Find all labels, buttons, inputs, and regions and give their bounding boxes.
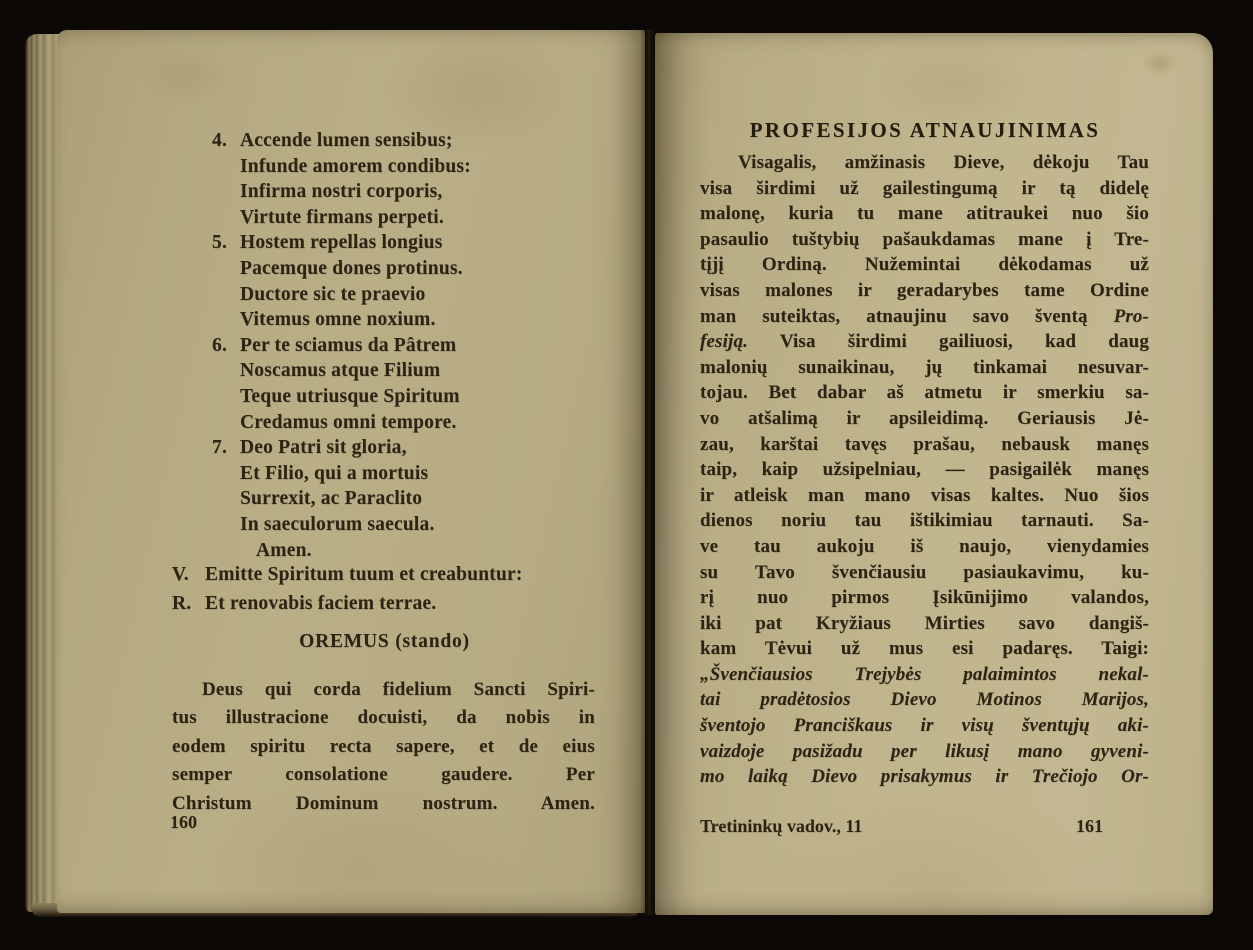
hymn-line [212,358,471,384]
body-line [700,534,1149,560]
page-title: PROFESIJOS ATNAUJINIMAS [749,118,1101,142]
body-line [700,252,1149,278]
text-segment: Visa širdimi gailiuosi, kad daug [748,331,1149,353]
text-segment: visa širdimi už gailestingumą ir tą didelę [700,177,1149,199]
hymn-line [212,538,471,564]
text-segment: Visagalis, amžinasis Dieve, dėkoju Tau [738,152,1149,173]
hymn-line [212,512,471,538]
text-segment: dienos noriu tau ištikimiau tarnauti. Sa- [700,510,1149,532]
text-segment: mo laiką Dievo prisakymus ir Trečiojo Or- [700,766,1149,788]
text-segment: Pro- [1113,305,1149,327]
hymn-line [212,384,471,410]
hymn-line [212,333,471,359]
text-segment: taip, kaip užsipelniau, — pasigailėk manęs [700,459,1149,481]
hymn-line [212,154,471,180]
text-segment: malonę, kuria tu mane atitraukei nuo šio [700,203,1149,225]
body-line [700,508,1149,534]
hymn-line [212,128,471,154]
text-segment: rį nuo pirmos Įsikūnijimo valandos, [700,587,1149,609]
body-line [700,687,1149,713]
verse-number: 5. [212,232,228,254]
text-segment: iki pat Kryžiaus Mirties savo dangiš- [700,612,1149,634]
verse-text: Surrexit, ac Paraclito [240,488,423,510]
text-segment: kam Tėvui už mus esi padaręs. Taigi: [700,638,1149,660]
verse-text: Vitemus omne noxium. [240,309,436,331]
versicle-label: R. [172,592,192,614]
text-segment: tai pradėtosios Dievo Motinos Marijos, [700,689,1149,711]
verse-number: 4. [212,130,228,151]
verse-number: 7. [212,437,228,459]
hymn-line [212,410,471,436]
versicle-label: V. [172,564,189,585]
body-line [700,304,1149,330]
text-segment: pasaulio tuštybių pašaukdamas mane į Tre- [700,228,1149,250]
prayer-paragraph [172,676,595,818]
section-heading: OREMUS (stando) [299,631,470,652]
hymn-line [212,307,471,333]
hymn-line [212,461,471,487]
body-line [700,201,1149,227]
body-line [700,355,1149,381]
body-line [700,713,1149,739]
verse-number: 6. [212,334,228,356]
verse-text: Et Filio, qui a mortuis [240,462,429,484]
text-segment: tojau. Bet dabar aš atmetu ir smerkiu sa- [700,382,1149,404]
prayer-line: semper consolatione gaudere. Per [172,764,595,786]
text-segment: man suteiktas, atnaujinu savo šventą [700,305,1114,327]
body-line [700,432,1149,458]
text-segment: zau, karštai tavęs prašau, nebausk manęs [700,433,1149,455]
verse-text: Ductore sic te praevio [240,283,426,305]
text-segment: tįjį Ordiną. Nužemintai dėkodamas už [700,254,1149,276]
verse-text: Pacemque dones protinus. [240,257,463,279]
body-line [700,585,1149,611]
body-line [700,227,1149,253]
verse-text: Amen. [256,539,312,561]
text-segment: šventojo Pranciškaus ir visų šventųjų aki- [700,715,1149,737]
hymn-line [212,256,471,282]
body-line [700,739,1149,765]
text-segment: fesiją. [700,331,749,353]
verse-text: Infirma nostri corporis, [240,181,443,203]
body-line [700,662,1149,688]
body-line [700,764,1149,790]
text-segment: ir atleisk man mano visas kaltes. Nuo šios [700,484,1149,506]
page-number-right: 161 [1076,816,1103,836]
body-line [700,176,1149,202]
verse-text: Infunde amorem condibus: [240,155,471,177]
versicle-line [172,590,523,619]
verse-text: Hostem repellas longius [240,232,443,254]
versicle-text: Et renovabis faciem terrae. [205,592,437,614]
prayer-line: tus illustracione docuisti, da nobis in [172,707,595,729]
running-footer: Tretininkų vadov., 11 [700,816,863,836]
text-segment: ve tau aukoju iš naujo, vienydamies [700,535,1149,557]
profession-text [700,150,1149,790]
text-segment: vo atšalimą ir apsileidimą. Geriausis Jė- [700,407,1149,429]
page-footer [700,816,1149,837]
hymn-line [212,230,471,256]
verse-text: Virtute firmans perpeti. [240,206,444,228]
body-line [700,636,1149,662]
text-segment: su Tavo švenčiausiu pasiaukavimu, ku- [700,561,1149,583]
body-line [700,329,1149,355]
text-segment: visas malones ir geradarybes tame Ordine [700,279,1149,301]
hymn-verse-list [212,128,471,563]
versicle-line [172,561,523,590]
body-line [700,457,1149,483]
verse-text: Noscamus atque Filium [240,360,441,382]
verse-text: Deo Patri sit gloria, [240,437,407,459]
body-line [700,560,1149,586]
verse-text: Per te sciamus da Pâtrem [240,334,457,356]
body-line [700,611,1149,637]
body-line [700,380,1149,406]
verse-text: Credamus omni tempore. [240,411,457,433]
versicle-list [172,561,523,618]
body-line [700,483,1149,509]
hymn-line [212,435,471,461]
prayer-line: eodem spiritu recta sapere, et de eius [172,735,595,757]
right-page [655,33,1213,915]
body-line [700,278,1149,304]
hymn-line [212,486,471,512]
text-segment: vaizdoje pasižadu per likusį mano gyveni- [700,740,1149,762]
prayer-line: Christum Dominum nostrum. Amen. [172,792,595,814]
body-line [700,406,1149,432]
text-segment: malonių sunaikinau, jų tinkamai nesuvar- [700,356,1149,378]
hymn-line [212,205,471,231]
verse-text: Teque utriusque Spiritum [240,385,460,407]
prayer-line: Deus qui corda fidelium Sancti Spiri- [202,679,595,700]
body-line [700,150,1149,176]
versicle-text: Emitte Spiritum tuum et creabuntur: [205,564,523,585]
verse-text: In saeculorum saecula. [240,513,435,535]
text-segment: „Švenčiausios Trejybės palaimintos nekal- [700,663,1149,685]
page-number-left: 160 [170,812,197,832]
hymn-line [212,179,471,205]
hymn-line [212,282,471,308]
verse-text: Accende lumen sensibus; [240,130,453,151]
left-page [57,30,645,913]
